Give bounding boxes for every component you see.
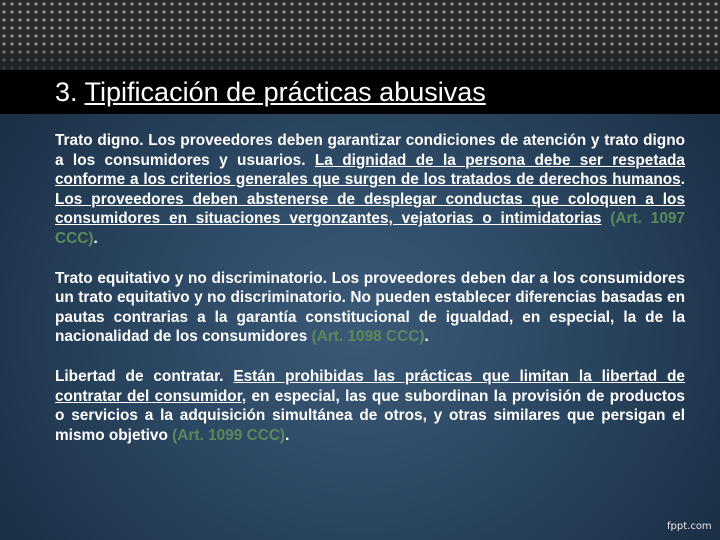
p3-text: , en especial, las que subordinan la provisión de productos o servicios a la adquisición simultánea de otros, y otras similares que persigan el mismo objetivo — [55, 387, 685, 444]
p3-end: . — [285, 426, 290, 444]
p2-article-reference: (Art. 1098 CCC) — [311, 328, 425, 346]
title-number: 3. — [55, 77, 78, 107]
p1-separator: . — [680, 171, 685, 189]
slide-title — [55, 77, 486, 108]
p2-end: . — [424, 328, 429, 346]
p1-underlined-2: Los proveedores deben abstenerse de desplegar conductas que coloquen a los consumidores en situaciones vergonzantes, vejatorias o intimidatorias — [55, 190, 685, 228]
title-text: Tipificación de prácticas abusivas — [84, 77, 486, 107]
fppt-logo: fppt.com — [667, 521, 712, 532]
paragraph-trato-digno — [55, 131, 685, 249]
p1-space — [601, 210, 610, 227]
paragraph-trato-equitativo — [55, 269, 685, 347]
p1-intro: Trato digno. Los proveedores deben garantizar condiciones de atención y trato digno a los consumidores y usuarios. — [55, 132, 685, 169]
p2-text: Trato equitativo y no discriminatorio. Los proveedores deben dar a los consumidores un trato equitativo y no discriminatorio. No pueden establecer diferencias basadas en pautas contrarias a la garantía constitucional de igualdad, en especial, la de la nacionalidad de los consumidores — [55, 269, 685, 346]
p3-article-reference: (Art. 1099 CCC) — [172, 426, 286, 444]
p3-underlined: Están prohibidas las prácticas que limitan la libertad de contratar del consumidor — [55, 367, 685, 405]
p1-underlined-1: La dignidad de la persona debe ser respetada conforme a los criterios generales que surgen de los tratados de derechos humanos — [55, 151, 685, 189]
p1-article-reference: (Art. 1097 CCC) — [55, 210, 685, 247]
dotted-header-pattern — [0, 0, 720, 72]
paragraph-libertad-contratar — [55, 367, 685, 445]
slide-body — [55, 131, 685, 465]
p3-intro: Libertad de contratar. — [55, 367, 234, 385]
p1-end: . — [93, 229, 98, 247]
